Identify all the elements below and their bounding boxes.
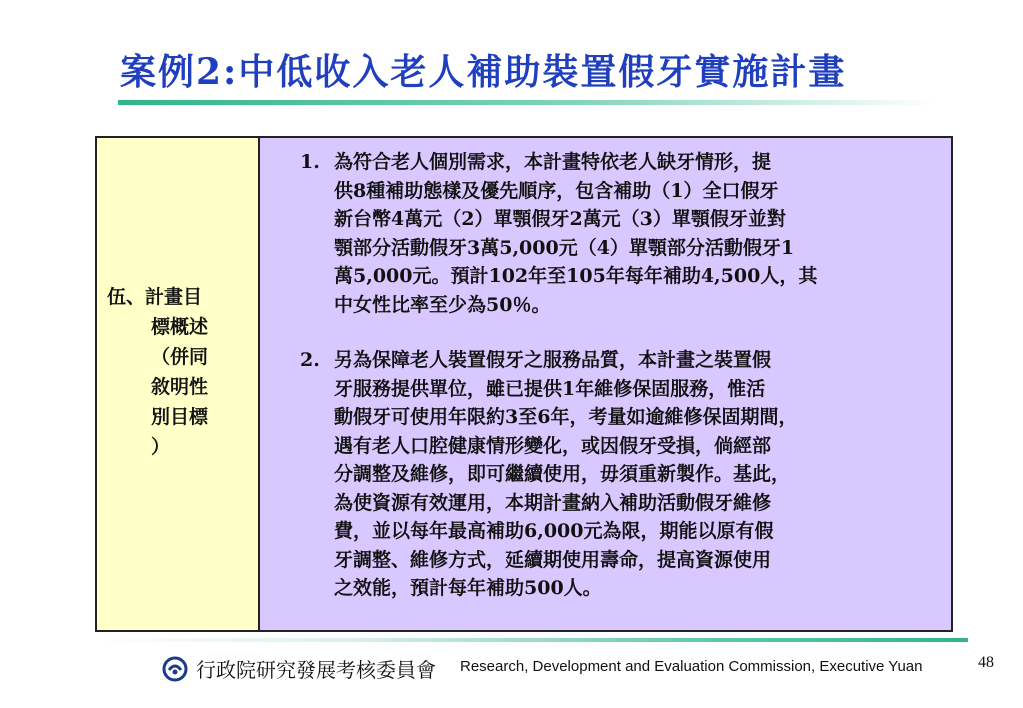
section-label (107, 282, 247, 462)
item-line: 新台幣4萬元（2）單顎假牙2萬元（3）單顎假牙並對 (334, 208, 786, 230)
item-number: 1. (300, 151, 320, 173)
section-label-line: （併同 (151, 346, 209, 368)
footer-divider (98, 638, 968, 642)
item-line: 牙調整、維修方式，延續期使用壽命，提高資源使用 (334, 548, 772, 571)
item-line: 中女性比率至少為50％。 (334, 293, 551, 316)
item-line: 費，並以每年最高補助6,000元為限，期能以原有假 (334, 520, 774, 542)
plan-item-1 (300, 148, 940, 319)
section-content-cell (260, 138, 951, 630)
section-label-line: 別目標 (151, 406, 209, 428)
item-line: 供8種補助態樣及優先順序，包含補助（1）全口假牙 (334, 179, 779, 202)
section-label-line: 標概述 (151, 316, 209, 338)
rdec-logo-icon (162, 656, 188, 682)
section-label-line: 伍、計畫目 (107, 286, 203, 308)
section-label-line: ） (151, 436, 171, 458)
page-number: 48 (978, 654, 994, 671)
item-line: 另為保障老人裝置假牙之服務品質，本計畫之裝置假 (334, 349, 772, 371)
section-label-cell (97, 138, 260, 630)
item-line: 動假牙可使用年限約3至6年，考量如逾維修保固期間， (334, 406, 798, 428)
footer-org-english: Research, Development and Evaluation Commission, Executive Yuan (460, 658, 923, 675)
item-line: 分調整及維修，即可繼續使用，毋須重新製作。基此， (334, 463, 791, 485)
section-label-line: 敘明性 (151, 376, 209, 398)
item-number: 2. (300, 349, 320, 371)
footer-org-chinese: 行政院研究發展考核委員會 (196, 658, 436, 682)
page-title: 案例2:中低收入老人補助裝置假牙實施計畫 (120, 51, 847, 93)
item-line: 牙服務提供單位，雖已提供1年維修保固服務，惟活 (334, 377, 766, 400)
item-line: 顎部分活動假牙3萬5,000元（4）單顎部分活動假牙1 (334, 236, 795, 259)
title-divider (118, 100, 938, 105)
item-line: 萬5,000元。預計102年至105年每年補助4,500人，其 (334, 265, 818, 287)
item-line: 為使資源有效運用，本期計畫納入補助活動假牙維修 (334, 491, 772, 514)
item-line: 之效能，預計每年補助500人。 (334, 577, 602, 599)
content-table (95, 136, 953, 632)
plan-item-2 (300, 346, 940, 603)
item-line: 遇有老人口腔健康情形變化，或因假牙受損，倘經部 (334, 434, 772, 457)
item-line: 為符合老人個別需求，本計畫特依老人缺牙情形，提 (334, 151, 772, 173)
